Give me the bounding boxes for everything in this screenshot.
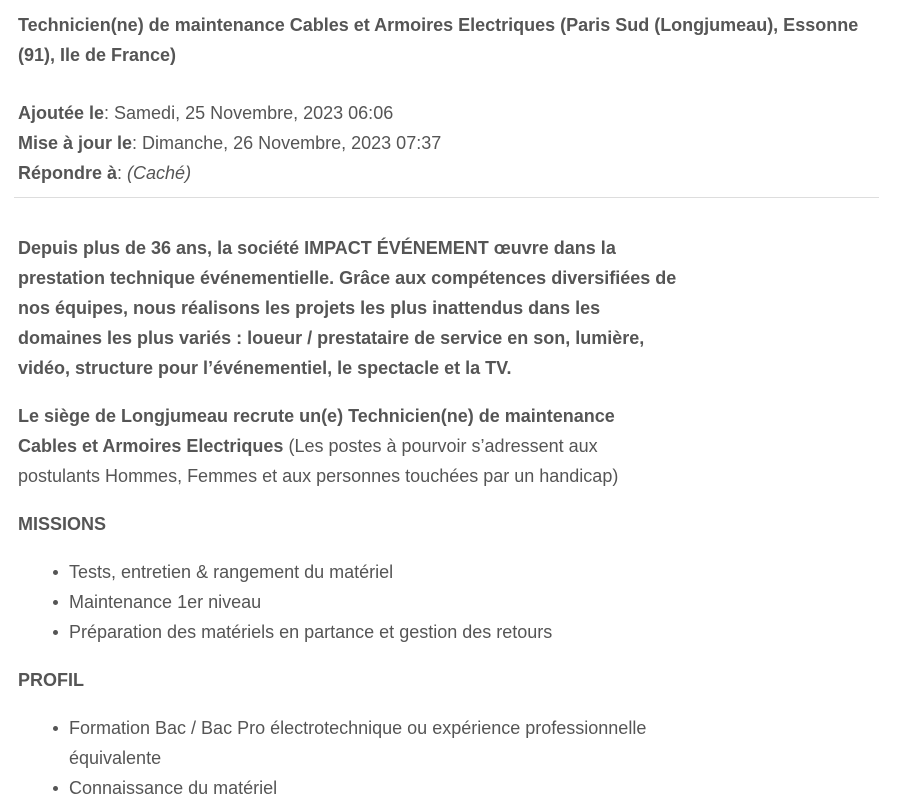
list-item-text: Tests, entretien & rangement du matériel [69,562,394,582]
meta-updated [18,128,878,158]
job-meta [18,98,878,188]
bullet-icon [53,570,58,575]
list-item [69,617,678,647]
meta-updated-label: Mise à jour le [18,133,133,153]
missions-list [18,557,678,647]
bullet-icon [53,600,58,605]
list-item [69,557,678,587]
job-description [18,233,678,803]
recruit-rest: (Les postes à pourvoir s’adressent aux postulants Hommes, Femmes et aux personnes touchées par un handicap) [18,436,619,486]
list-item-text: Formation Bac / Bac Pro électrotechnique ou expérience professionnelle équivalente [69,718,647,768]
meta-updated-value: : Dimanche, 26 Novembre, 2023 07:37 [132,133,442,153]
company-intro: Depuis plus de 36 ans, la société IMPACT ÉVÉNEMENT œuvre dans la prestation technique événementielle. Grâce aux compétences diversifiées de nos équipes, nous réalisons les projets les plus inattendus dans les domaines les plus variés : loueur / prestataire de service en son, lumière, vidéo, structure pour l’événementiel, le spectacle et la TV. [18,238,677,378]
list-item [69,587,678,617]
list-item-text: Préparation des matériels en partance et gestion des retours [69,622,553,642]
list-item [69,773,678,803]
meta-reply-separator: : [117,163,128,183]
job-title: Technicien(ne) de maintenance Cables et Armoires Electriques (Paris Sud (Longjumeau), Essonne (91), Ile de France) [18,15,859,65]
missions-heading: MISSIONS [18,514,107,534]
recruit-paragraph [18,401,678,491]
bullet-icon [53,630,58,635]
meta-added-label: Ajoutée le [18,103,105,123]
meta-added-value: : Samedi, 25 Novembre, 2023 06:06 [104,103,394,123]
list-item [69,713,678,773]
list-item-text: Connaissance du matériel [69,778,278,798]
profil-list [18,713,678,803]
bullet-icon [53,726,58,731]
meta-reply-label: Répondre à [18,163,118,183]
list-item-text: Maintenance 1er niveau [69,592,262,612]
meta-added [18,98,878,128]
divider [14,197,879,198]
recruit-strong: Le siège de Longjumeau recrute un(e) Technicien(ne) de maintenance Cables et Armoires Electriques [18,406,615,456]
profil-heading: PROFIL [18,670,84,690]
meta-reply-value: (Caché) [127,163,192,183]
meta-reply [18,158,878,188]
